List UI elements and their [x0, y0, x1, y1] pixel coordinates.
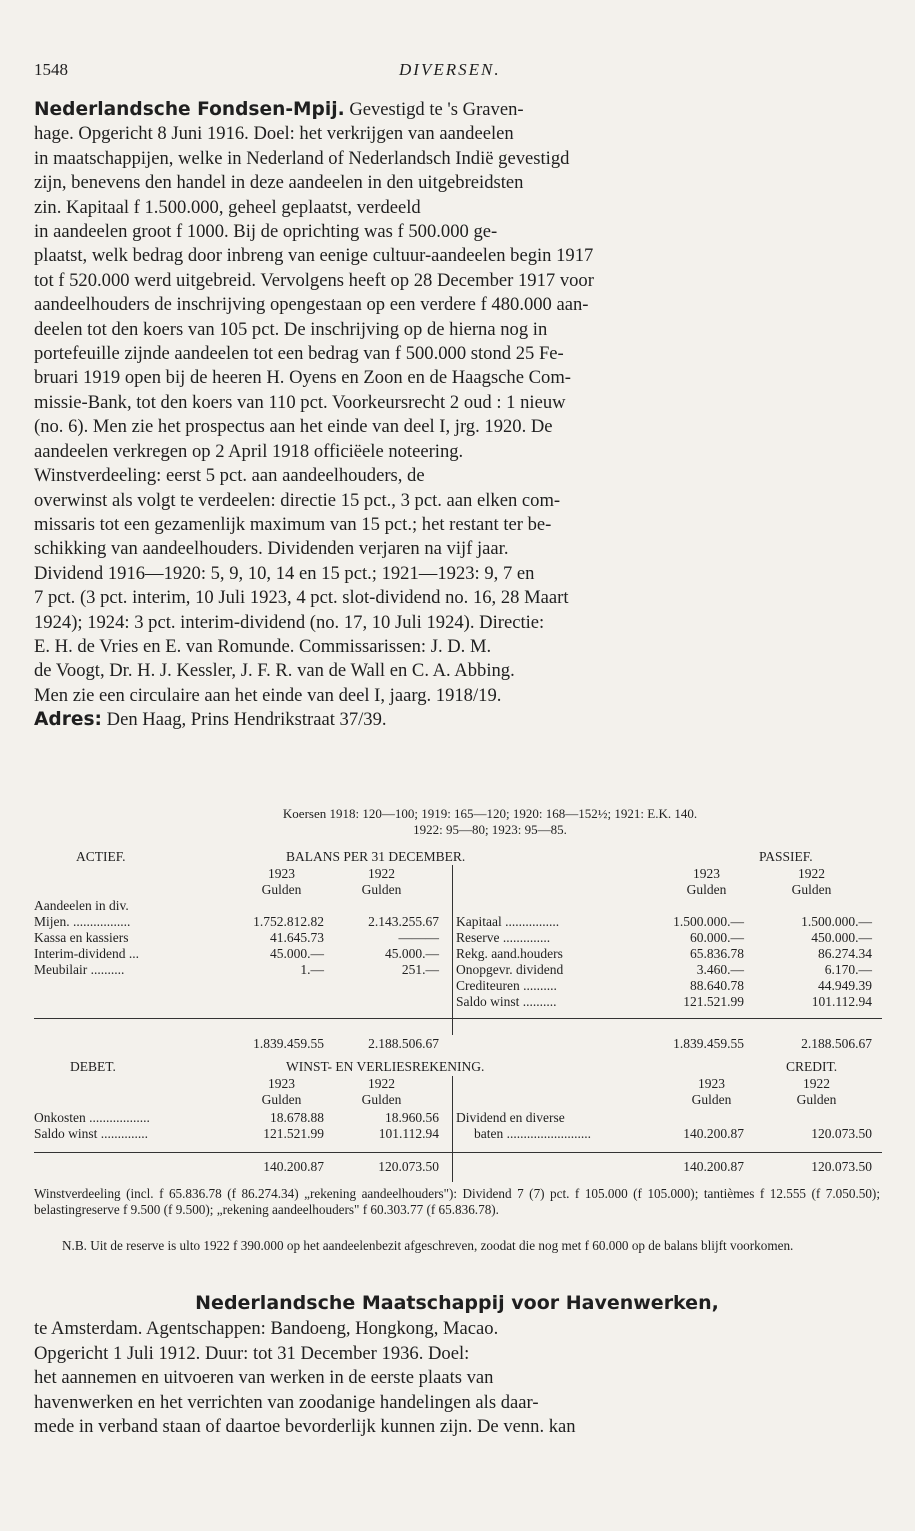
col-unit-b-right: Gulden — [791, 882, 832, 897]
line-10: portefeuille zijnde aandeelen tot een bedrag van f 500.000 stond 25 Fe- — [34, 343, 564, 365]
actief-value: 45.000.— — [270, 946, 324, 961]
entry-havenwerken — [34, 1291, 880, 1439]
passief-value: 65.836.78 — [690, 946, 744, 961]
line-2: het aannemen en uitvoeren van werken in de eerste plaats van — [34, 1367, 494, 1389]
line-20: 7 pct. (3 pct. interim, 10 Juli 1923, 4 pct. slot-dividend no. 16, 28 Maart — [34, 587, 569, 609]
actief-label: Mijen. ................. — [34, 914, 131, 929]
line-16: overwinst als volgt te verdeelen: directie 15 pct., 3 pct. aan elken com- — [34, 489, 561, 511]
balans-total: 2.188.506.67 — [368, 1036, 439, 1051]
winst-total: 120.073.50 — [378, 1159, 439, 1174]
actief-value: 1.— — [300, 962, 324, 977]
koersen-line-2: 1922: 95—80; 1923: 95—85. — [413, 822, 567, 837]
credit-label: Dividend en diverse — [456, 1110, 565, 1125]
debet-value: 18.678.88 — [270, 1110, 324, 1125]
passief-value: 450.000.— — [811, 930, 872, 945]
line-1: hage. Opgericht 8 Juni 1916. Doel: het verkrijgen van aandeelen — [34, 123, 514, 145]
col-unit-b: Gulden — [361, 882, 402, 897]
koersen-line-1: Koersen 1918: 120—100; 1919: 165—120; 1920: 168—152½; 1921: E.K. 140. — [282, 806, 698, 821]
col-year-a: 1923 — [268, 1076, 295, 1091]
winstverdeeling-note: Winstverdeeling (incl. f 65.836.78 (f 86.274.34) „rekening aandeelhouders"): Dividend 7 (7) pct. f 105.000 (f 105.000); tantièmes f 12.555 (f 7.050.50); belastingreserve f 9.500 (f 9.500); „rekening aandeelhouders" f 60.303.77 (f 65.836.78). — [34, 1186, 880, 1217]
actief-label: Kassa en kassiers — [34, 930, 129, 945]
credit-value: 140.200.87 — [683, 1126, 744, 1141]
actief-value: 1.752.812.82 — [253, 914, 324, 929]
passief-value: 3.460.— — [696, 962, 744, 977]
company-name: Nederlandsche Maatschappij voor Havenwerken, — [195, 1292, 719, 1314]
actief-value: 251.— — [401, 962, 439, 977]
text-line — [34, 98, 880, 122]
line-3: havenwerken en het verrichten van zoodanige handelingen als daar- — [34, 1391, 539, 1413]
col-unit-a: Gulden — [261, 1092, 302, 1107]
debet-value: 121.521.99 — [263, 1126, 324, 1141]
winst-total: 140.200.87 — [683, 1159, 744, 1174]
passief-label: Reserve .............. — [456, 930, 551, 945]
col-year-a-right: 1923 — [698, 1076, 725, 1091]
balans-total: 2.188.506.67 — [801, 1036, 872, 1051]
rule — [34, 1018, 452, 1019]
company-name: Nederlandsche Fondsen-Mpij. — [34, 99, 345, 120]
passief-value: 1.500.000.— — [801, 914, 872, 929]
nb-note: N.B. Uit de reserve is ulto 1922 f 390.000 op het aandeelenbezit afgeschreven, zoodat die nog met f 60.000 op de balans blijft voorkomen. — [62, 1238, 794, 1253]
passief-value: 88.640.78 — [690, 978, 744, 993]
col-year-a: 1923 — [268, 866, 295, 881]
credit-title: CREDIT. — [786, 1059, 838, 1074]
line-14: aandeelen verkregen op 2 April 1918 officiëele noteering. — [34, 440, 464, 462]
col-year-b: 1922 — [368, 866, 395, 881]
balans-total: 1.839.459.55 — [673, 1036, 744, 1051]
credit-label: baten ......................... — [474, 1126, 591, 1141]
line-22: E. H. de Vries en E. van Romunde. Commissarissen: J. D. M. — [34, 635, 492, 657]
line-19: Dividend 1916—1920: 5, 9, 10, 14 en 15 pct.; 1921—1923: 9, 7 en — [34, 562, 535, 584]
passief-label: Saldo winst .......... — [456, 994, 557, 1009]
rule — [34, 1152, 882, 1153]
debet-label: Onkosten .................. — [34, 1110, 150, 1125]
winst-title: WINST- EN VERLIESREKENING. — [286, 1059, 485, 1074]
passief-value: 86.274.34 — [818, 946, 872, 961]
line-5: in aandeelen groot f 1000. Bij de oprichting was f 500.000 ge- — [34, 221, 498, 243]
credit-value: 120.073.50 — [811, 1126, 872, 1141]
line-3: zijn, benevens den handel in deze aandeelen in den uitgebreidsten — [34, 172, 524, 194]
col-year-b: 1922 — [368, 1076, 395, 1091]
passief-value: 6.170.— — [824, 962, 872, 977]
debet-value: 101.112.94 — [378, 1126, 439, 1141]
section-title: DIVERSEN. — [399, 60, 501, 79]
line-9: deelen tot den koers van 105 pct. De inschrijving op de hierna nog in — [34, 318, 548, 340]
line-4: mede in verband staan of daartoe bevorderlijk kunnen zijn. De venn. kan — [34, 1416, 576, 1438]
koersen — [130, 806, 850, 838]
winst-total: 140.200.87 — [263, 1159, 324, 1174]
page-number: 1548 — [34, 60, 68, 79]
passief-value: 101.112.94 — [811, 994, 872, 1009]
column-divider — [452, 865, 453, 1035]
col-unit-a-right: Gulden — [686, 882, 727, 897]
address-line — [34, 708, 880, 732]
balans-title: BALANS PER 31 DECEMBER. — [286, 849, 466, 864]
passief-value: 60.000.— — [690, 930, 744, 945]
col-unit-b-right: Gulden — [796, 1092, 837, 1107]
address: Den Haag, Prins Hendrikstraat 37/39. — [106, 709, 387, 731]
line-0: te Amsterdam. Agentschappen: Bandoeng, Hongkong, Macao. — [34, 1318, 499, 1340]
line-21: 1924); 1924: 3 pct. interim-dividend (no. 17, 10 Juli 1924). Directie: — [34, 611, 545, 633]
winst-total: 120.073.50 — [811, 1159, 872, 1174]
line-7: tot f 520.000 werd uitgebreid. Vervolgens heeft op 28 December 1917 voor — [34, 269, 594, 291]
line-2: in maatschappijen, welke in Nederland of Nederlandsch Indië gevestigd — [34, 147, 570, 169]
line-8: aandeelhouders de inschrijving opengestaan op een verdere f 480.000 aan- — [34, 294, 589, 316]
debet-value: 18.960.56 — [385, 1110, 439, 1125]
line-18: schikking van aandeelhouders. Dividenden verjaren na vijf jaar. — [34, 538, 509, 560]
col-unit-a-right: Gulden — [691, 1092, 732, 1107]
line-13: (no. 6). Men zie het prospectus aan het einde van deel I, jrg. 1920. De — [34, 416, 553, 438]
actief-value: 2.143.255.67 — [368, 914, 439, 929]
actief-label: Interim-dividend ... — [34, 946, 139, 961]
line-0: Gevestigd te 's Graven- — [349, 99, 524, 120]
line-15: Winstverdeeling: eerst 5 pct. aan aandeelhouders, de — [34, 465, 425, 487]
passief-title: PASSIEF. — [759, 849, 813, 864]
line-11: bruari 1919 open bij de heeren H. Oyens en Zoon en de Haagsche Com- — [34, 367, 571, 389]
line-4: zin. Kapitaal f 1.500.000, geheel geplaatst, verdeeld — [34, 196, 421, 218]
line-24: Men zie een circulaire aan het einde van deel I, jaarg. 1918/19. — [34, 684, 502, 706]
col-year-b-right: 1922 — [798, 866, 825, 881]
actief-title: ACTIEF. — [76, 849, 126, 864]
column-divider — [452, 1076, 453, 1182]
entry-fondsen-mpij — [34, 98, 880, 733]
actief-label: Aandeelen in div. — [34, 898, 129, 913]
col-year-b-right: 1922 — [803, 1076, 830, 1091]
balans-total: 1.839.459.55 — [253, 1036, 324, 1051]
passief-label: Rekg. aand.houders — [456, 946, 563, 961]
actief-value: 41.645.73 — [270, 930, 324, 945]
passief-value: 1.500.000.— — [673, 914, 744, 929]
col-unit-a: Gulden — [261, 882, 302, 897]
passief-value: 44.949.39 — [818, 978, 872, 993]
col-year-a-right: 1923 — [693, 866, 720, 881]
line-6: plaatst, welk bedrag door inbreng van eenige cultuur-aandeelen begin 1917 — [34, 245, 594, 267]
rule — [452, 1018, 882, 1019]
debet-title: DEBET. — [70, 1059, 116, 1074]
line-1: Opgericht 1 Juli 1912. Duur: tot 31 December 1936. Doel: — [34, 1342, 470, 1364]
line-23: de Voogt, Dr. H. J. Kessler, J. F. R. van de Wall en C. A. Abbing. — [34, 660, 515, 682]
col-unit-b: Gulden — [361, 1092, 402, 1107]
debet-label: Saldo winst .............. — [34, 1126, 149, 1141]
actief-value: 45.000.— — [385, 946, 439, 961]
passief-label: Onopgevr. dividend — [456, 962, 564, 977]
passief-label: Kapitaal ................ — [456, 914, 560, 929]
actief-label: Meubilair .......... — [34, 962, 125, 977]
address-label: Adres: — [34, 709, 102, 731]
actief-value: ——— — [398, 930, 439, 945]
line-17: missaris tot een gezamenlijk maximum van 15 pct.; het restant ter be- — [34, 513, 552, 535]
passief-value: 121.521.99 — [683, 994, 744, 1009]
passief-label: Crediteuren .......... — [456, 978, 557, 993]
line-12: missie-Bank, tot den koers van 110 pct. Voorkeursrecht 2 oud : 1 nieuw — [34, 391, 566, 413]
